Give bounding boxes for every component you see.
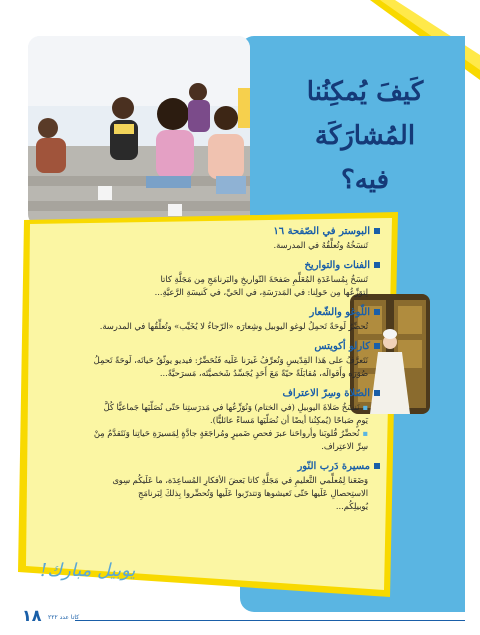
activity-text: نُحضِّرُ قُلوبَنا وأرواحَنا عبرَ فحصِ ضَميرٍ ومُراجَعَةٍ جادَّةٍ لِمَسيرَةِ حَياتِنا وَنَتَقدَّمُ مِنْ [93,428,360,438]
activity-item [30,306,380,333]
small-square-bullet-icon: ▪ [362,402,368,412]
activity-text: يُوبيلِكُم... [335,501,368,511]
square-bullet-icon [374,228,380,234]
activity-item [30,225,380,252]
activity-text: نَتَعرَّفُ على هَذا القِدّيسِ وَنُعرِّفُ غَيرَنا عَلَيه فَنُحَضِّرُ: فيديو يوثّقُ حَياتَه، لَوحَةً تَحمِلُ [93,355,368,365]
activity-text: تَنسَخُهُ وتُعلِّقُهُ في المدرسة. [273,240,368,250]
activity-heading: الصّلاة وسِرّ الاعتراف [282,388,370,399]
activity-text: صُوَرَه وأَقوالَه، مُقابَلَةً حيّةً مَعَ أَحَدٍ يُجَسِّدُ شَخصيَّتَه، مَسرَحيَّةً... [159,368,368,378]
activity-heading: مسيرة دَرب النّور [297,461,370,472]
activity-item [30,460,380,513]
activity-text: تُحضِّرُ لَوحَةً تَحمِلُ لوغو اليوبيل وشِعارَه «الرّجاءُ لا يُخَيِّب» وتُعلِّقُها في المدرسة. [99,321,368,331]
square-bullet-icon [374,309,380,315]
square-bullet-icon [374,463,380,469]
activity-text: يَومٍ صَباحًا (يُمكِنُنا أيضًا أن نُصَلّيَها مَساءً عائليًّا). [210,415,368,425]
activity-text: سِرِّ الاعتِراف. [321,441,368,451]
page-title [285,70,445,202]
square-bullet-icon [374,262,380,268]
activity-text: تَنسَخُ بِمُساعَدَةِ المُعَلِّمِ صَفحَةَ التّواريخِ والبَرنامَجِ مِن مَجَلَّةِ كاتا [160,274,368,284]
activity-item [30,387,380,453]
title-line: كَيفَ يُمكِنُنا [306,77,424,107]
activity-heading: كارلو أكويتس [314,341,370,352]
activity-text: نَنسَخُ صَلاةَ اليوبيلِ (في الختام) وَنُوَزِّعُها في مَدرَستِنا حَتّى نُصَلّيَها جَماعيًّا كُلَّ [103,402,360,412]
youth-photo-frame [28,36,250,226]
youth-group-photo [28,36,250,226]
footer-divider [75,620,465,621]
title-line: فيه؟ [340,165,389,195]
page-number: ١٨ [22,606,42,625]
activity-text: لِتوَزِّعُها مِن حَولِنا: في المَدرَسَةِ، في الحَيِّ، في كَنيسَةِ الرَّعيَّةِ... [154,287,368,297]
square-bullet-icon [374,390,380,396]
activity-heading: البوستر في الصّفحة ١٦ [273,226,370,237]
footer-magazine-code: كاتا عدد ٢٢٢ [48,614,80,621]
activity-text: وَضَعَنا لِمُعلِّمي التَّعليمِ في مَجَلَّةِ كاتا بَعضَ الأفكارِ المُساعِدَة، ما عَلَيكُم سِوى [112,475,368,485]
activities-list [30,225,380,520]
activity-item [30,340,380,380]
activity-item [30,259,380,299]
jubilee-greeting: يوبيل مبارك! [40,560,136,581]
activity-heading: اللّوغو والشّعار [309,307,370,318]
square-bullet-icon [374,343,380,349]
activity-text: الاستِحصالِ عَلَيها حَتّى تَعيشوها وَتتدرّبوا عَلَيها وَتُحضِّروا بِذلكَ لِبَرنامَجِ [137,488,368,498]
activity-heading: الفنات والتواريخ [304,260,370,271]
title-line: المُشارَكَة [314,121,416,151]
small-square-bullet-icon: ▪ [362,428,368,438]
